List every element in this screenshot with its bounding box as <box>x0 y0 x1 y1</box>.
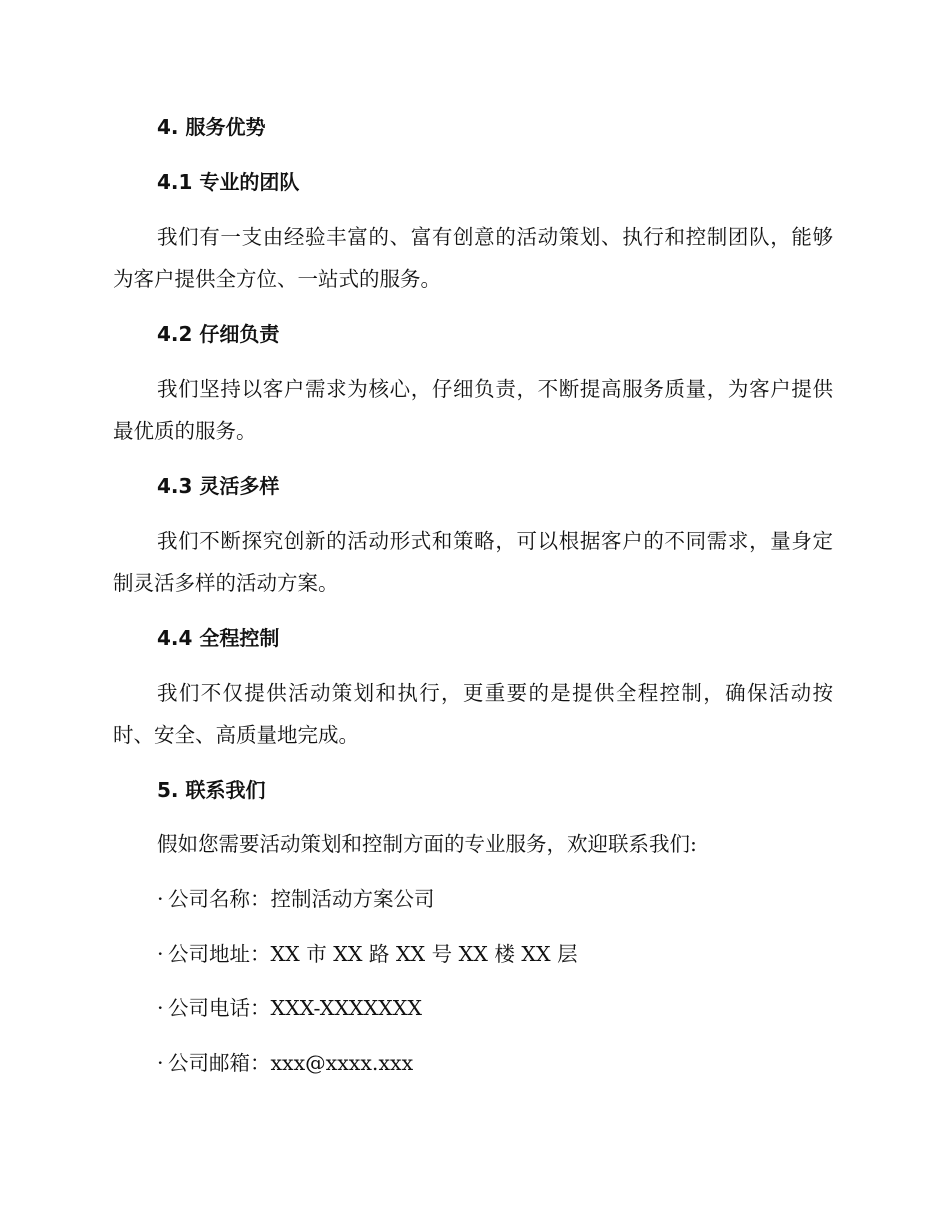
section-4-heading: 4. 服务优势 <box>157 115 266 139</box>
bullet-dot: · <box>157 887 164 911</box>
contact-company-address-text: 公司地址：XX 市 XX 路 XX 号 XX 楼 XX 层 <box>168 942 578 966</box>
section-4-3-heading: 4.3 灵活多样 <box>157 474 280 498</box>
section-4-4-heading: 4.4 全程控制 <box>157 626 280 650</box>
contact-company-phone <box>157 998 422 1019</box>
section-4-3-paragraph: 我们不断探究创新的活动形式和策略，可以根据客户的不同需求，量身定制灵活多样的活动方案。 <box>113 529 833 595</box>
contact-company-name <box>157 889 435 910</box>
section-4-2-heading: 4.2 仔细负责 <box>157 322 280 346</box>
contact-company-phone-text: 公司电话：XXX-XXXXXXX <box>168 996 422 1020</box>
section-4-1-heading: 4.1 专业的团队 <box>157 170 300 194</box>
contact-intro: 假如您需要活动策划和控制方面的专业服务，欢迎联系我们: <box>157 832 697 856</box>
contact-company-email <box>157 1053 413 1074</box>
section-4-2-paragraph: 我们坚持以客户需求为核心，仔细负责，不断提高服务质量，为客户提供最优质的服务。 <box>113 377 833 443</box>
contact-company-name-text: 公司名称：控制活动方案公司 <box>168 887 435 911</box>
section-4-1-paragraph: 我们有一支由经验丰富的、富有创意的活动策划、执行和控制团队，能够为客户提供全方位、一站式的服务。 <box>113 225 833 291</box>
section-5-heading: 5. 联系我们 <box>157 778 266 802</box>
section-4-4-paragraph: 我们不仅提供活动策划和执行，更重要的是提供全程控制，确保活动按时、安全、高质量地完成。 <box>113 681 833 747</box>
bullet-dot: · <box>157 1051 164 1075</box>
bullet-dot: · <box>157 996 164 1020</box>
contact-company-email-text: 公司邮箱：xxx@xxxx.xxx <box>168 1051 414 1075</box>
bullet-dot: · <box>157 942 164 966</box>
contact-company-address <box>157 944 578 965</box>
